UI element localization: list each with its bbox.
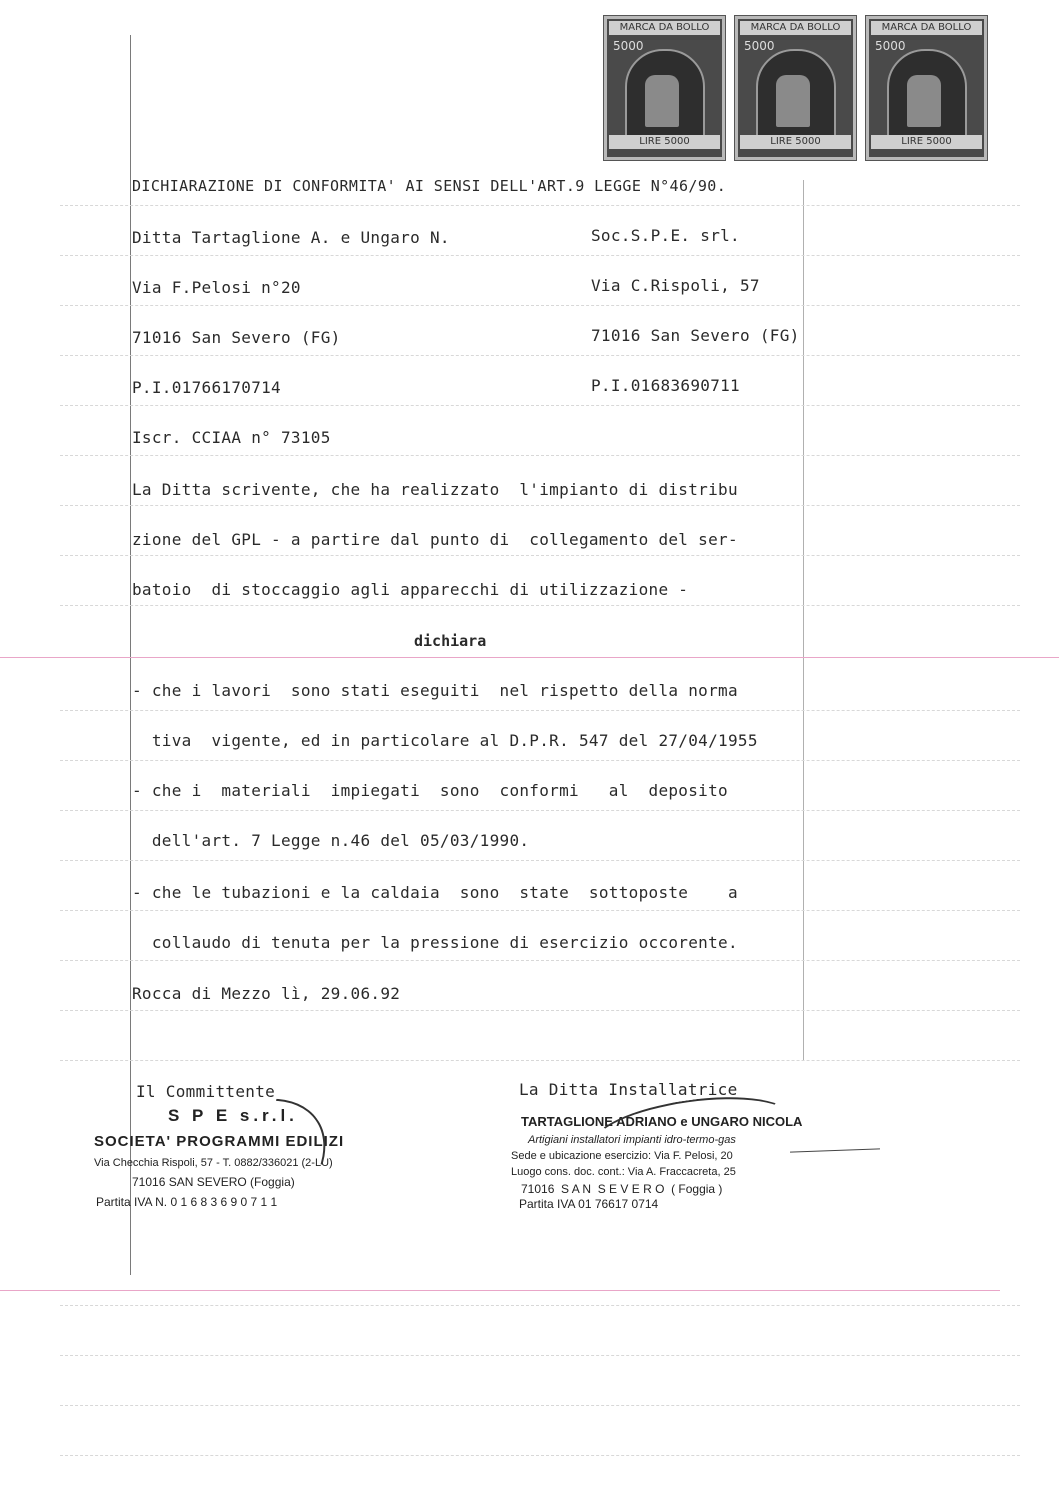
- body-line: collaudo di tenuta per la pressione di esercizio occorente.: [132, 933, 738, 952]
- stamp-value: 5000: [875, 39, 906, 53]
- revenue-stamp: [866, 16, 987, 160]
- ruled-line: [60, 255, 1020, 257]
- body-line: - che le tubazioni e la caldaia sono state sottoposte a: [132, 883, 738, 902]
- installer-stamp-vat: Partita IVA 01 76617 0714: [519, 1197, 659, 1211]
- ruled-line: [60, 1305, 1020, 1307]
- right-party-name: Soc.S.P.E. srl.: [591, 226, 740, 245]
- ruled-line: [60, 860, 1020, 862]
- right-party-address: Via C.Rispoli, 57: [591, 276, 760, 295]
- installatrice-label: La Ditta Installatrice: [519, 1080, 738, 1099]
- committente-label: Il Committente: [136, 1082, 276, 1101]
- ruled-line: [60, 1405, 1020, 1407]
- body-line: zione del GPL - a partire dal punto di collegamento del ser-: [132, 530, 738, 549]
- ruled-line: [60, 1355, 1020, 1357]
- spe-stamp-company: SOCIETA' PROGRAMMI EDILIZI: [94, 1133, 345, 1150]
- ruled-line: [60, 960, 1020, 962]
- ruled-line: [60, 605, 1020, 607]
- declares-heading: dichiara: [414, 632, 487, 650]
- body-line: - che i materiali impiegati sono conformi al deposito: [132, 781, 728, 800]
- ruled-line: [60, 555, 1020, 557]
- stamp-bottom-label: LIRE 5000: [871, 135, 982, 149]
- left-party-address: Via F.Pelosi n°20: [132, 278, 301, 297]
- pink-rule: [0, 1290, 1000, 1291]
- stamp-statue-icon: [645, 75, 679, 127]
- place-date: Rocca di Mezzo lì, 29.06.92: [132, 984, 401, 1003]
- ruled-line: [60, 505, 1020, 507]
- stamp-bottom-label: LIRE 5000: [740, 135, 851, 149]
- signature-stroke: [790, 1148, 880, 1152]
- spe-stamp-title: S P E s.r.l.: [168, 1106, 298, 1125]
- margin-line: [130, 35, 131, 1275]
- left-party-name: Ditta Tartaglione A. e Ungaro N.: [132, 228, 450, 247]
- right-party-city: 71016 San Severo (FG): [591, 326, 800, 345]
- ruled-line: [60, 405, 1020, 407]
- stamp-statue-icon: [776, 75, 810, 127]
- right-margin-line: [803, 180, 804, 1060]
- installer-stamp-line: Sede e ubicazione esercizio: Via F. Pelosi, 20: [511, 1150, 733, 1162]
- spe-stamp-city: 71016 SAN SEVERO (Foggia): [132, 1175, 295, 1189]
- body-line: La Ditta scrivente, che ha realizzato l'impianto di distribu: [132, 480, 738, 499]
- right-party-vat: P.I.01683690711: [591, 376, 740, 395]
- stamp-bottom-label: LIRE 5000: [609, 135, 720, 149]
- stamp-value: 5000: [744, 39, 775, 53]
- body-line: - che i lavori sono stati eseguiti nel rispetto della norma: [132, 681, 738, 700]
- left-party-vat: P.I.01766170714: [132, 378, 281, 397]
- stamp-top-label: MARCA DA BOLLO: [871, 21, 982, 35]
- spe-stamp-address: Via Checchia Rispoli, 57 - T. 0882/336021 (2-LU): [94, 1157, 333, 1169]
- stamp-top-label: MARCA DA BOLLO: [740, 21, 851, 35]
- installer-stamp-city: 71016 S A N S E V E R O ( Foggia ): [521, 1182, 723, 1196]
- pink-rule: [0, 657, 1059, 658]
- ruled-line: [60, 1010, 1020, 1012]
- ruled-line: [60, 205, 1020, 207]
- installer-stamp-title: TARTAGLIONE ADRIANO e UNGARO NICOLA: [521, 1114, 803, 1129]
- left-party-city: 71016 San Severo (FG): [132, 328, 341, 347]
- spe-stamp-vat: Partita IVA N. 0 1 6 8 3 6 9 0 7 1 1: [96, 1195, 278, 1209]
- ruled-line: [60, 810, 1020, 812]
- body-line: tiva vigente, ed in particolare al D.P.R. 547 del 27/04/1955: [132, 731, 758, 750]
- ruled-line: [60, 305, 1020, 307]
- body-line: batoio di stoccaggio agli apparecchi di utilizzazione -: [132, 580, 689, 599]
- ruled-line: [60, 910, 1020, 912]
- stamp-top-label: MARCA DA BOLLO: [609, 21, 720, 35]
- ruled-line: [60, 1455, 1020, 1457]
- body-line: dell'art. 7 Legge n.46 del 05/03/1990.: [132, 831, 530, 850]
- left-party-cciaa: Iscr. CCIAA n° 73105: [132, 428, 331, 447]
- ruled-line: [60, 355, 1020, 357]
- ruled-line: [60, 1060, 1020, 1062]
- ruled-line: [60, 455, 1020, 457]
- installer-stamp-line: Luogo cons. doc. cont.: Via A. Fraccacreta, 25: [511, 1166, 736, 1178]
- ruled-line: [60, 710, 1020, 712]
- installer-stamp-line: Artigiani installatori impianti idro-termo-gas: [528, 1134, 736, 1146]
- stamp-statue-icon: [907, 75, 941, 127]
- revenue-stamp: [604, 16, 725, 160]
- ruled-line: [60, 760, 1020, 762]
- handwritten-signature: [587, 1086, 798, 1178]
- revenue-stamp: [735, 16, 856, 160]
- stamp-value: 5000: [613, 39, 644, 53]
- document-title: DICHIARAZIONE DI CONFORMITA' AI SENSI DELL'ART.9 LEGGE N°46/90.: [132, 177, 727, 195]
